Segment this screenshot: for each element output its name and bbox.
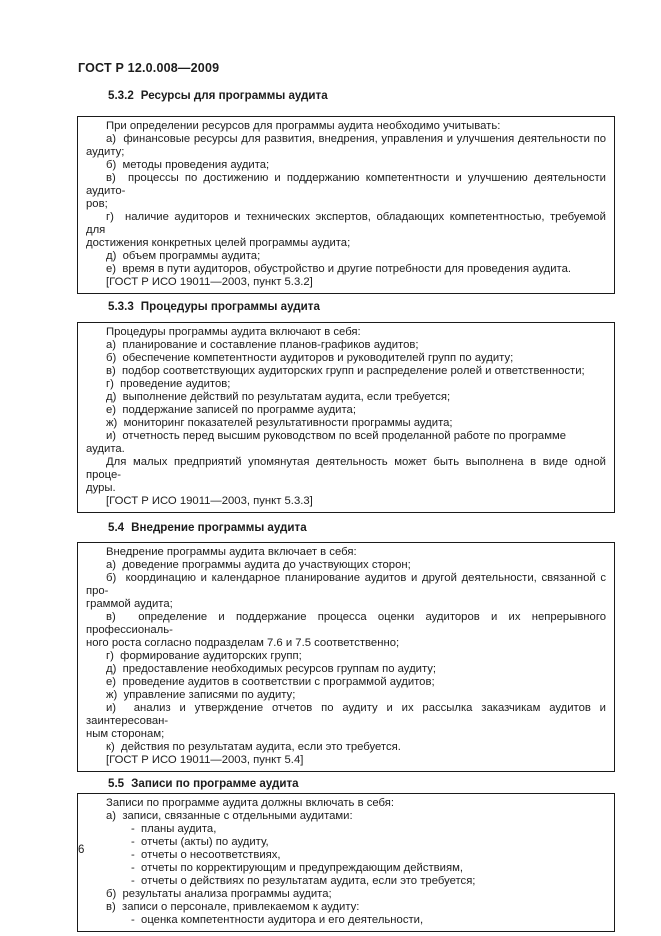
section-heading xyxy=(108,777,615,790)
quote-box xyxy=(77,322,615,513)
text-line: [ГОСТ Р ИСО 19011—2003, пункт 5.3.2] xyxy=(106,276,313,288)
text-line: граммой аудита; xyxy=(86,598,173,610)
text-line: ного роста согласно подразделам 7.6 и 7.5 соответственно; xyxy=(86,637,400,649)
section-title: Ресурсы для программы аудита xyxy=(140,89,328,102)
text-line: - отчеты по корректирующим и предупреждающим действиям, xyxy=(131,862,463,874)
section-5-3-2 xyxy=(77,89,615,294)
section-title: Внедрение программы аудита xyxy=(131,521,307,534)
section-heading xyxy=(108,521,615,534)
section-title: Процедуры программы аудита xyxy=(140,300,320,313)
text-line: в) определение и поддержание процесса оценки аудиторов и их непрерывного профессиональ- xyxy=(86,611,606,636)
section-number: 5.5 xyxy=(108,777,125,790)
text-line: г) наличие аудиторов и технических экспертов, обладающих компетентностью, требуемой для xyxy=(86,211,606,236)
text-line: г) формирование аудиторских групп; xyxy=(106,650,302,662)
quote-box xyxy=(77,793,615,932)
quote-box xyxy=(77,116,615,294)
section-5-4 xyxy=(77,521,615,772)
text-line: а) финансовые ресурсы для развития, внедрения, управления и улучшения деятельности по xyxy=(106,133,606,145)
text-line: - отчеты (акты) по аудиту, xyxy=(131,836,269,848)
text-line: д) предоставление необходимых ресурсов группам по аудиту; xyxy=(106,663,437,675)
text-line: [ГОСТ Р ИСО 19011—2003, пункт 5.4] xyxy=(106,754,304,766)
section-heading xyxy=(108,300,615,313)
text-line: к) действия по результатам аудита, если это требуется. xyxy=(106,741,401,753)
text-line: е) время в пути аудиторов, обустройство и другие потребности для проведения аудита. xyxy=(106,263,572,275)
section-number: 5.3.3 xyxy=(108,300,134,313)
text-line: д) объем программы аудита; xyxy=(106,250,261,262)
text-line: Записи по программе аудита должны включать в себя: xyxy=(106,797,394,809)
page-number: 6 xyxy=(78,844,85,856)
text-line: а) записи, связанные с отдельными аудитами: xyxy=(106,810,353,822)
text-line: аудиту; xyxy=(86,146,125,158)
text-line: б) обеспечение компетентности аудиторов и руководителей групп по аудиту; xyxy=(106,352,514,364)
text-line: а) планирование и составление планов-графиков аудитов; xyxy=(106,339,419,351)
text-line: в) процессы по достижению и поддержанию компетентности и улучшению деятельности аудито- xyxy=(86,172,606,197)
text-line: ж) управление записями по аудиту; xyxy=(106,689,296,701)
text-line: - отчеты о действиях по результатам аудита, если это требуется; xyxy=(131,875,476,887)
text-line: При определении ресурсов для программы аудита необходимо учитывать: xyxy=(106,120,501,132)
text-line: г) проведение аудитов; xyxy=(106,378,231,390)
section-title: Записи по программе аудита xyxy=(131,777,299,790)
text-line: в) записи о персонале, привлекаемом к аудиту: xyxy=(106,901,360,913)
text-line: дуры. xyxy=(86,482,116,494)
text-line: а) доведение программы аудита до участвующих сторон; xyxy=(106,559,411,571)
section-heading xyxy=(108,89,615,102)
text-line: е) проведение аудитов в соответствии с программой аудитов; xyxy=(106,676,435,688)
text-line: е) поддержание записей по программе аудита; xyxy=(106,404,356,416)
text-line: достижения конкретных целей программы аудита; xyxy=(86,237,351,249)
text-line: [ГОСТ Р ИСО 19011—2003, пункт 5.3.3] xyxy=(106,495,313,507)
text-line: ным сторонам; xyxy=(86,728,165,740)
text-line: Для малых предприятий упомянутая деятельность может быть выполнена в виде одной проце- xyxy=(86,456,606,481)
text-line: д) выполнение действий по результатам аудита, если требуется; xyxy=(106,391,451,403)
text-line: Процедуры программы аудита включают в себя: xyxy=(106,326,361,338)
page-content xyxy=(77,0,615,932)
text-line: в) подбор соответствующих аудиторских групп и распределение ролей и ответственности; xyxy=(106,365,585,377)
text-line: б) результаты анализа программы аудита; xyxy=(106,888,332,900)
section-number: 5.4 xyxy=(108,521,125,534)
text-line: б) координацию и календарное планирование аудитов и другой деятельности, связанной с про- xyxy=(86,572,606,597)
section-5-3-3 xyxy=(77,300,615,513)
section-number: 5.3.2 xyxy=(108,89,134,102)
text-line: ж) мониторинг показателей результативности программы аудита; xyxy=(106,417,453,429)
text-line: и) отчетность перед высшим руководством по всей проделанной работе по программе аудита. xyxy=(86,430,567,455)
section-5-5 xyxy=(77,777,615,932)
text-line: - планы аудита, xyxy=(131,823,217,835)
text-line: - оценка компетентности аудитора и его деятельности, xyxy=(131,914,424,926)
text-line: Внедрение программы аудита включает в себя: xyxy=(106,546,357,558)
text-line: ров; xyxy=(86,198,108,210)
text-line: - отчеты о несоответствиях, xyxy=(131,849,281,861)
document-header: ГОСТ Р 12.0.008—2009 xyxy=(78,61,220,75)
text-line: и) анализ и утверждение отчетов по аудиту и их рассылка заказчикам аудитов и заинтересован- xyxy=(86,702,606,727)
quote-box xyxy=(77,542,615,772)
text-line: б) методы проведения аудита; xyxy=(106,159,270,171)
